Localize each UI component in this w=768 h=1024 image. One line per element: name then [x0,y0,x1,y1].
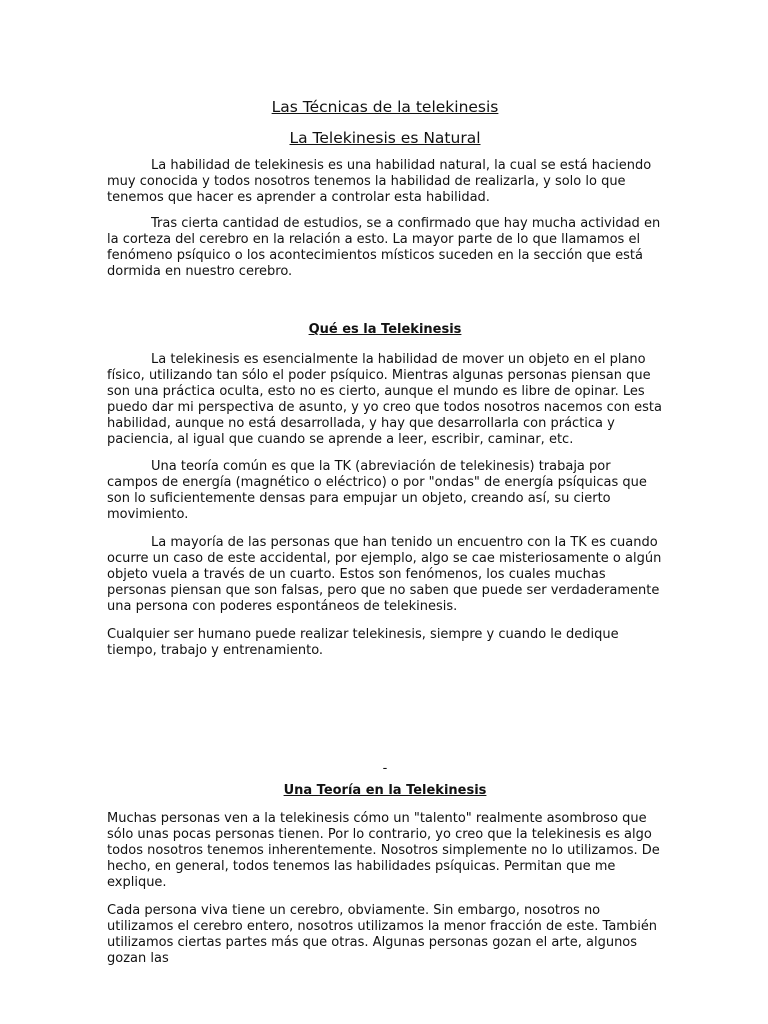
section1-paragraph-3: La mayoría de las personas que han tenido un encuentro con la TK es cuando ocurre un caso de este accidental, por ejemplo, algo se cae misteriosamente o algún objeto vuela a través de un cuarto. Estos son fenómenos, los cuales muchas personas piensan que son falsas, pero que no saben que puede ser verdaderamente una persona con poderes espontáneos de telekinesis. [107,535,662,614]
section1-paragraph-2: Una teoría común es que la TK (abreviación de telekinesis) trabaja por campos de energía (magnético o eléctrico) o por "ondas" de energía psíquicas que son lo suficientemente densas para empujar un objeto, creando así, su cierto movimiento. [107,459,647,522]
document-title: Las Técnicas de la telekinesis [271,98,499,116]
intro-paragraph-1: La habilidad de telekinesis es una habilidad natural, la cual se está haciendo muy conocida y todos nosotros tenemos la habilidad de realizarla, y solo lo que tenemos que hacer es aprender a controlar esta habilidad. [107,158,652,205]
intro-paragraph-2: Tras cierta cantidad de estudios, se a confirmado que hay mucha actividad en la corteza del cerebro en la relación a esto. La mayor parte de lo que llamamos el fenómeno psíquico o los acontecimientos místicos suceden en la sección que está dormida en nuestro cerebro. [107,216,661,279]
section-heading-que-es: Qué es la Telekinesis [308,322,462,337]
section1-paragraph-1: La telekinesis es esencialmente la habilidad de mover un objeto en el plano físico, utilizando tan sólo el poder psíquico. Mientras algunas personas piensan que son una práctica oculta, esto no es cierto, aunque el mundo es libre de opinar. Les puedo dar mi perspectiva de asunto, y yo creo que todos nosotros nacemos con esta habilidad, aunque no está desarrollada, y hay que desarrollarla con práctica y paciencia, al igual que cuando se aprende a leer, escribir, caminar, etc. [107,352,662,447]
document-page [107,96,663,967]
section-heading-una-teoria: Una Teoría en la Telekinesis [283,783,487,798]
section2-paragraph-1: Muchas personas ven a la telekinesis cómo un "talento" realmente asombroso que sólo unas pocas personas tienen. Por lo contrario, yo creo que la telekinesis es algo todos nosotros tenemos inherentemente. Nosotros simplemente no lo utilizamos. De hecho, en general, todos tenemos las habilidades psíquicas. Permitan que me explique. [107,811,660,890]
document-subtitle: La Telekinesis es Natural [289,129,481,147]
section2-paragraph-2: Cada persona viva tiene un cerebro, obviamente. Sin embargo, nosotros no utilizamos el cerebro entero, nosotros utilizamos la menor fracción de este. También utilizamos ciertas partes más que otras. Algunas personas gozan el arte, algunos gozan las [107,903,658,966]
section-separator: - [382,761,388,776]
section1-paragraph-4: Cualquier ser humano puede realizar telekinesis, siempre y cuando le dedique tiempo, trabajo y entrenamiento. [107,627,619,658]
